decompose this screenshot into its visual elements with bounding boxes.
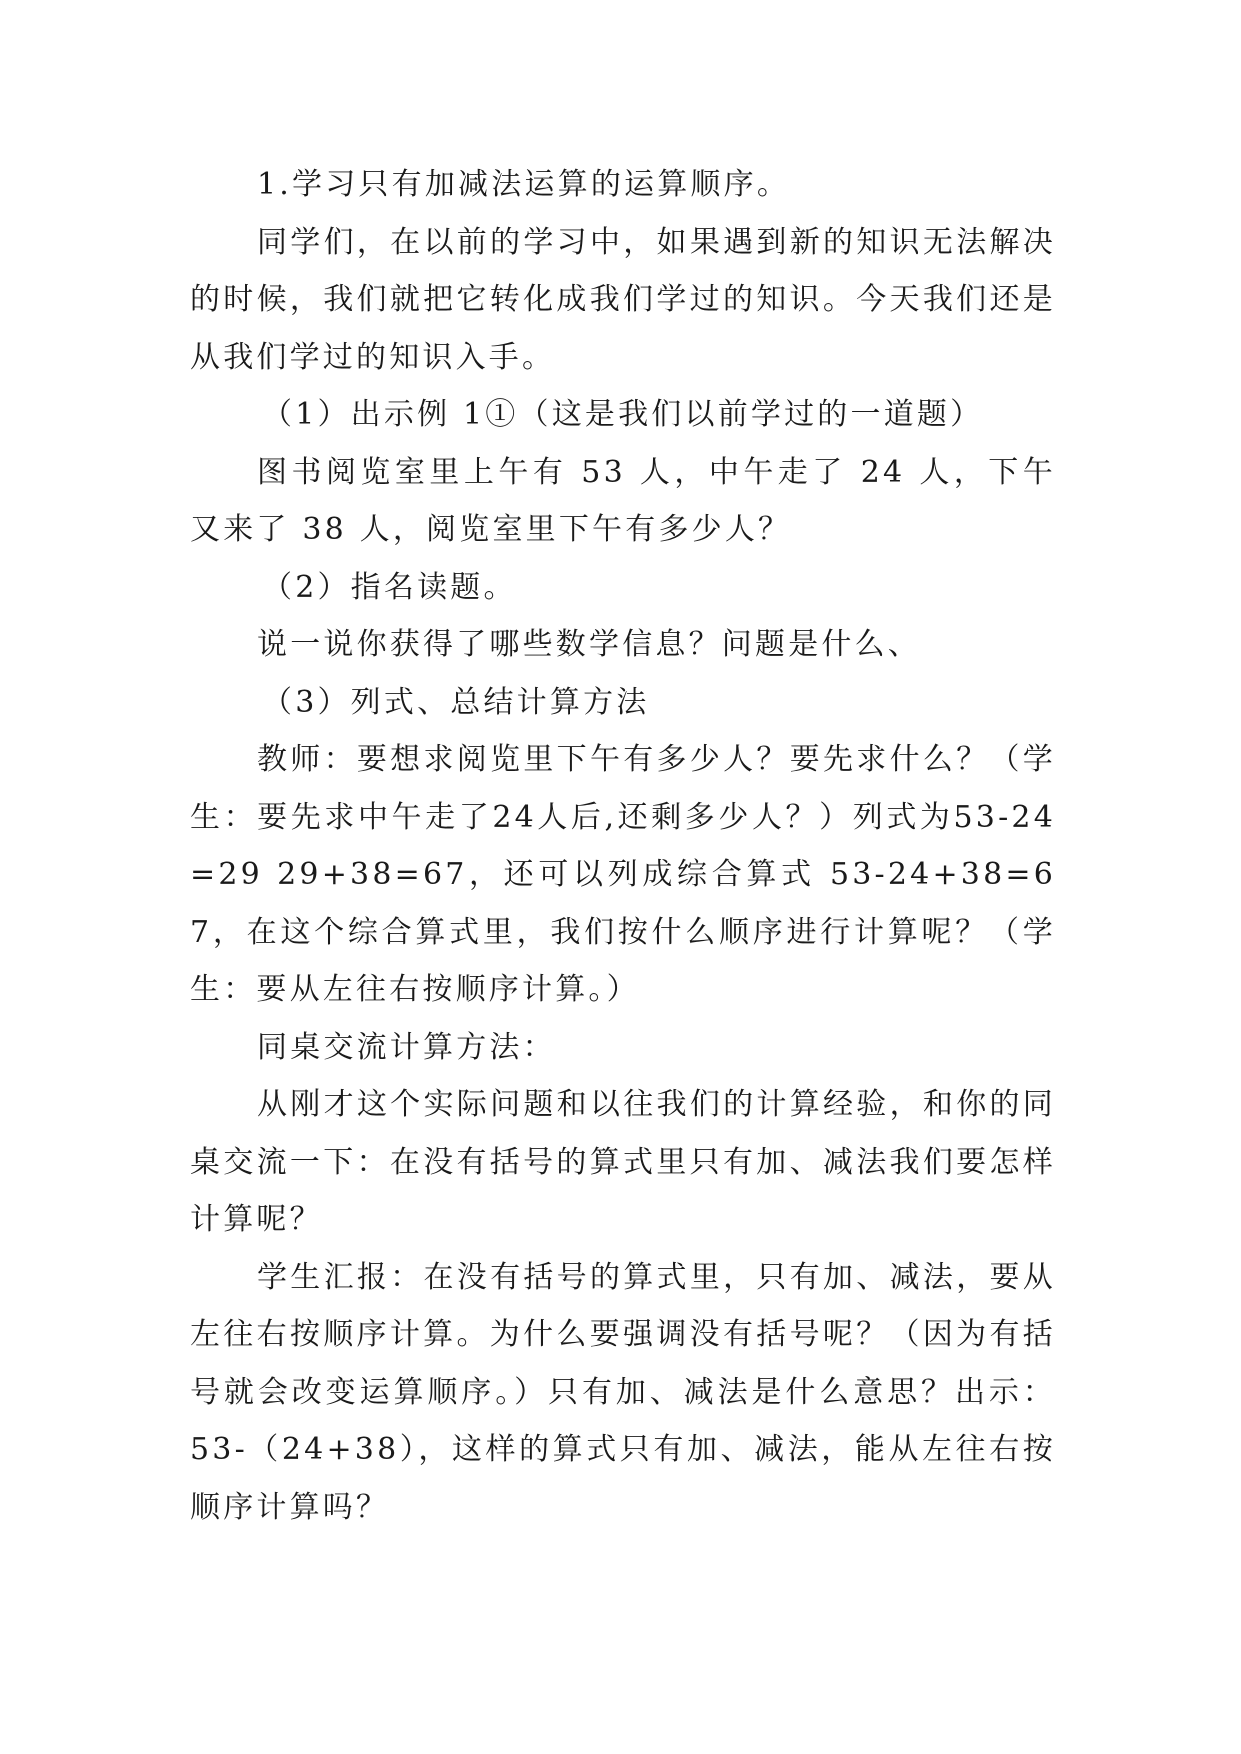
example-problem: 图书阅览室里上午有 53 人，中午走了 24 人，下午又来了 38 人，阅览室里下午有多少人？: [190, 454, 1056, 547]
question-paragraph: 说一说你获得了哪些数学信息？问题是什么、: [257, 627, 921, 662]
step-1-heading: （1）出示例 1①（这是我们以前学过的一道题）: [262, 397, 984, 432]
intro-paragraph: 同学们，在以前的学习中，如果遇到新的知识无法解决的时候，我们就把它转化成我们学过的知识。今天我们还是从我们学过的知识入手。: [190, 224, 1056, 375]
section-heading: 1.学习只有加减法运算的运算顺序。: [257, 167, 791, 202]
teacher-paragraph: 教师：要想求阅览里下午有多少人？要先求什么？（学生：要先求中午走了24人后,还剩多少人？）列式为53-24=29 29+38=67，还可以列成综合算式 53-24+38=67，在这个综合算式里，我们按什么顺序进行计算呢？（学生：要从左往右按顺序计算。）: [190, 742, 1056, 1007]
step-3-heading: （3）列式、总结计算方法: [262, 684, 650, 720]
deskmate-heading: 同桌交流计算方法：: [257, 1029, 556, 1065]
step-2-heading: （2）指名读题。: [262, 569, 517, 605]
document-body: [190, 156, 1056, 1536]
student-report-paragraph: 学生汇报：在没有括号的算式里，只有加、减法，要从左往右按顺序计算。为什么要强调没有括号呢？（因为有括号就会改变运算顺序。）只有加、减法是什么意思？出示：53-（24+38），这样的算式只有加、减法，能从左往右按顺序计算吗？: [190, 1259, 1056, 1525]
discussion-paragraph: 从刚才这个实际问题和以往我们的计算经验，和你的同桌交流一下：在没有括号的算式里只有加、减法我们要怎样计算呢？: [190, 1087, 1056, 1237]
